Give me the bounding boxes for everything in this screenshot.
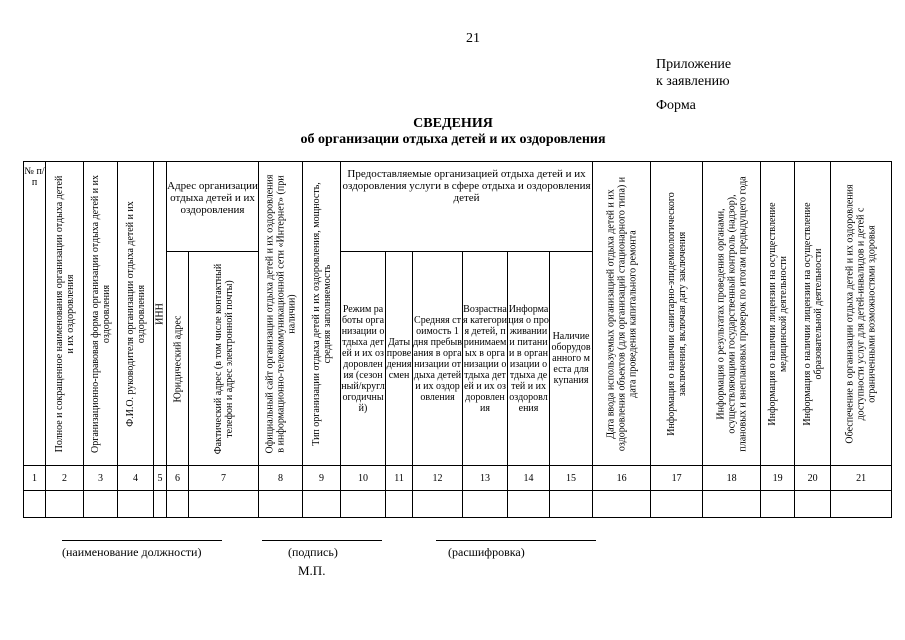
header-col-5 bbox=[154, 162, 167, 466]
column-number: 20 bbox=[795, 466, 831, 491]
appendix-line-1: Приложение bbox=[656, 57, 732, 72]
table-cell[interactable] bbox=[795, 491, 831, 518]
column-number: 2 bbox=[46, 466, 84, 491]
column-number: 16 bbox=[593, 466, 651, 491]
header-col-9 bbox=[303, 162, 341, 466]
title-line-1: СВЕДЕНИЯ bbox=[413, 116, 493, 131]
column-number: 13 bbox=[463, 466, 508, 491]
header-col-19-text: Информация о наличии лицензии на осуществление медицинской деятельности bbox=[766, 201, 789, 426]
header-col-21 bbox=[831, 162, 892, 466]
column-number: 9 bbox=[303, 466, 341, 491]
column-number: 3 bbox=[84, 466, 118, 491]
services-group-header: Предоставляемые организацией отдыха детей и их оздоровления услуги в сфере отдыха и оздоровления детей bbox=[341, 162, 593, 252]
table-row bbox=[24, 491, 892, 518]
column-number: 4 bbox=[118, 466, 154, 491]
header-col-16-text: Дата ввода используемых организацией отдыха детей и их оздоровления объектов (для организаций стационарного типа) и дата проведения капитального ремонта bbox=[605, 176, 639, 451]
appendix-line-2: к заявлению bbox=[656, 74, 730, 89]
header-col-20-text: Информация о наличии лицензии на осуществление образовательной деятельности bbox=[801, 201, 824, 426]
header-col-2 bbox=[46, 162, 84, 466]
table-cell[interactable] bbox=[831, 491, 892, 518]
column-number: 10 bbox=[341, 466, 386, 491]
position-label: (наименование должности) bbox=[62, 545, 202, 559]
table-cell[interactable] bbox=[24, 491, 46, 518]
table-cell[interactable] bbox=[154, 491, 167, 518]
header-col-14: Информация о проживании и питании в организации отдыха детей и их оздоровления bbox=[508, 252, 550, 466]
table-cell[interactable] bbox=[46, 491, 84, 518]
header-col-8 bbox=[259, 162, 303, 466]
column-number: 1 bbox=[24, 466, 46, 491]
header-col-4-text: Ф.И.О. руководителя организации отдыха детей и их оздоровления bbox=[124, 200, 147, 427]
header-col-6 bbox=[167, 252, 189, 466]
signature-label: (подпись) bbox=[288, 545, 338, 559]
table-cell[interactable] bbox=[651, 491, 703, 518]
table-cell[interactable] bbox=[303, 491, 341, 518]
header-col-17-text: Информация о наличии санитарно-эпидемиологического заключения, включая дату заключения bbox=[665, 191, 688, 436]
table-cell[interactable] bbox=[703, 491, 761, 518]
table-cell[interactable] bbox=[463, 491, 508, 518]
header-col-7 bbox=[189, 252, 259, 466]
table-cell[interactable] bbox=[386, 491, 413, 518]
stamp-placeholder: М.П. bbox=[298, 563, 326, 578]
title-line-2: об организации отдыха детей и их оздоровления bbox=[300, 132, 606, 147]
decoding-label: (расшифровка) bbox=[448, 545, 525, 559]
header-col-2-text: Полное и сокращенное наименования организации отдыха детей и их оздоровления bbox=[53, 175, 76, 452]
header-col-21-text: Обеспечение в организации отдыха детей и их оздоровления доступности услуг для детей-инвалидов и детей с ограниченными возможностями здоровья bbox=[844, 183, 878, 444]
header-col-12: Средняя стоимость 1 дня пребывания в организации отдыха детей и их оздоровления bbox=[413, 252, 463, 466]
header-col-6-text: Юридический адрес bbox=[172, 315, 183, 402]
table-cell[interactable] bbox=[413, 491, 463, 518]
column-number: 5 bbox=[154, 466, 167, 491]
header-col-5-text: ИНН bbox=[154, 302, 166, 325]
address-group-header: Адрес организации отдыха детей и их оздоровления bbox=[167, 162, 259, 252]
form-label: Форма bbox=[656, 98, 696, 113]
header-col-11: Даты проведения смен bbox=[386, 252, 413, 466]
column-number: 12 bbox=[413, 466, 463, 491]
column-number: 19 bbox=[761, 466, 795, 491]
column-number: 15 bbox=[550, 466, 593, 491]
header-col-13: Возрастная категория детей, принимаемых в организации отдыха детей и их оздоровления bbox=[463, 252, 508, 466]
table-cell[interactable] bbox=[84, 491, 118, 518]
column-number: 11 bbox=[386, 466, 413, 491]
table-cell[interactable] bbox=[550, 491, 593, 518]
header-col-16 bbox=[593, 162, 651, 466]
table-cell[interactable] bbox=[761, 491, 795, 518]
column-number: 17 bbox=[651, 466, 703, 491]
position-signature-line[interactable] bbox=[62, 540, 222, 541]
table-cell[interactable] bbox=[593, 491, 651, 518]
column-number: 14 bbox=[508, 466, 550, 491]
header-col-9-text: Тип организации отдыха детей и их оздоровления, мощность, средняя заполняемость bbox=[310, 181, 333, 446]
header-col-1: № п/п bbox=[24, 162, 46, 466]
column-numbers-row bbox=[24, 466, 892, 491]
header-col-10: Режим работы организации отдыха детей и их оздоровления (сезонный/круглогодичный) bbox=[341, 252, 386, 466]
column-number: 8 bbox=[259, 466, 303, 491]
column-number: 21 bbox=[831, 466, 892, 491]
signature-line[interactable] bbox=[262, 540, 382, 541]
table-cell[interactable] bbox=[167, 491, 189, 518]
header-col-20 bbox=[795, 162, 831, 466]
table-cell[interactable] bbox=[189, 491, 259, 518]
decoding-signature-line[interactable] bbox=[436, 540, 596, 541]
column-number: 18 bbox=[703, 466, 761, 491]
header-col-15: Наличие оборудованного места для купания bbox=[550, 252, 593, 466]
table-cell[interactable] bbox=[341, 491, 386, 518]
header-col-3-text: Организационно-правовая форма организации отдыха детей и их оздоровления bbox=[89, 174, 112, 453]
header-col-4 bbox=[118, 162, 154, 466]
header-col-18-text: Информация о результатах проведения органами, осуществляющими государственный контроль (надзор), плановых и внеплановых проверок по итогам предыдущего года bbox=[715, 175, 749, 452]
column-number: 7 bbox=[189, 466, 259, 491]
header-col-19 bbox=[761, 162, 795, 466]
header-col-7-text: Фактический адрес (в том числе контактный телефон и адрес электронной почты) bbox=[212, 263, 235, 454]
header-col-3 bbox=[84, 162, 118, 466]
table-cell[interactable] bbox=[259, 491, 303, 518]
header-col-8-text: Официальный сайт организации отдыха детей и их оздоровления в информационно-телекоммуникационной сети «Интернет» (при наличии) bbox=[264, 174, 298, 453]
table-cell[interactable] bbox=[508, 491, 550, 518]
header-col-17 bbox=[651, 162, 703, 466]
column-number: 6 bbox=[167, 466, 189, 491]
appendix-note bbox=[656, 56, 731, 90]
header-col-18 bbox=[703, 162, 761, 466]
table-cell[interactable] bbox=[118, 491, 154, 518]
document-title bbox=[0, 116, 905, 148]
page-number: 21 bbox=[466, 31, 480, 46]
info-table bbox=[23, 161, 892, 518]
